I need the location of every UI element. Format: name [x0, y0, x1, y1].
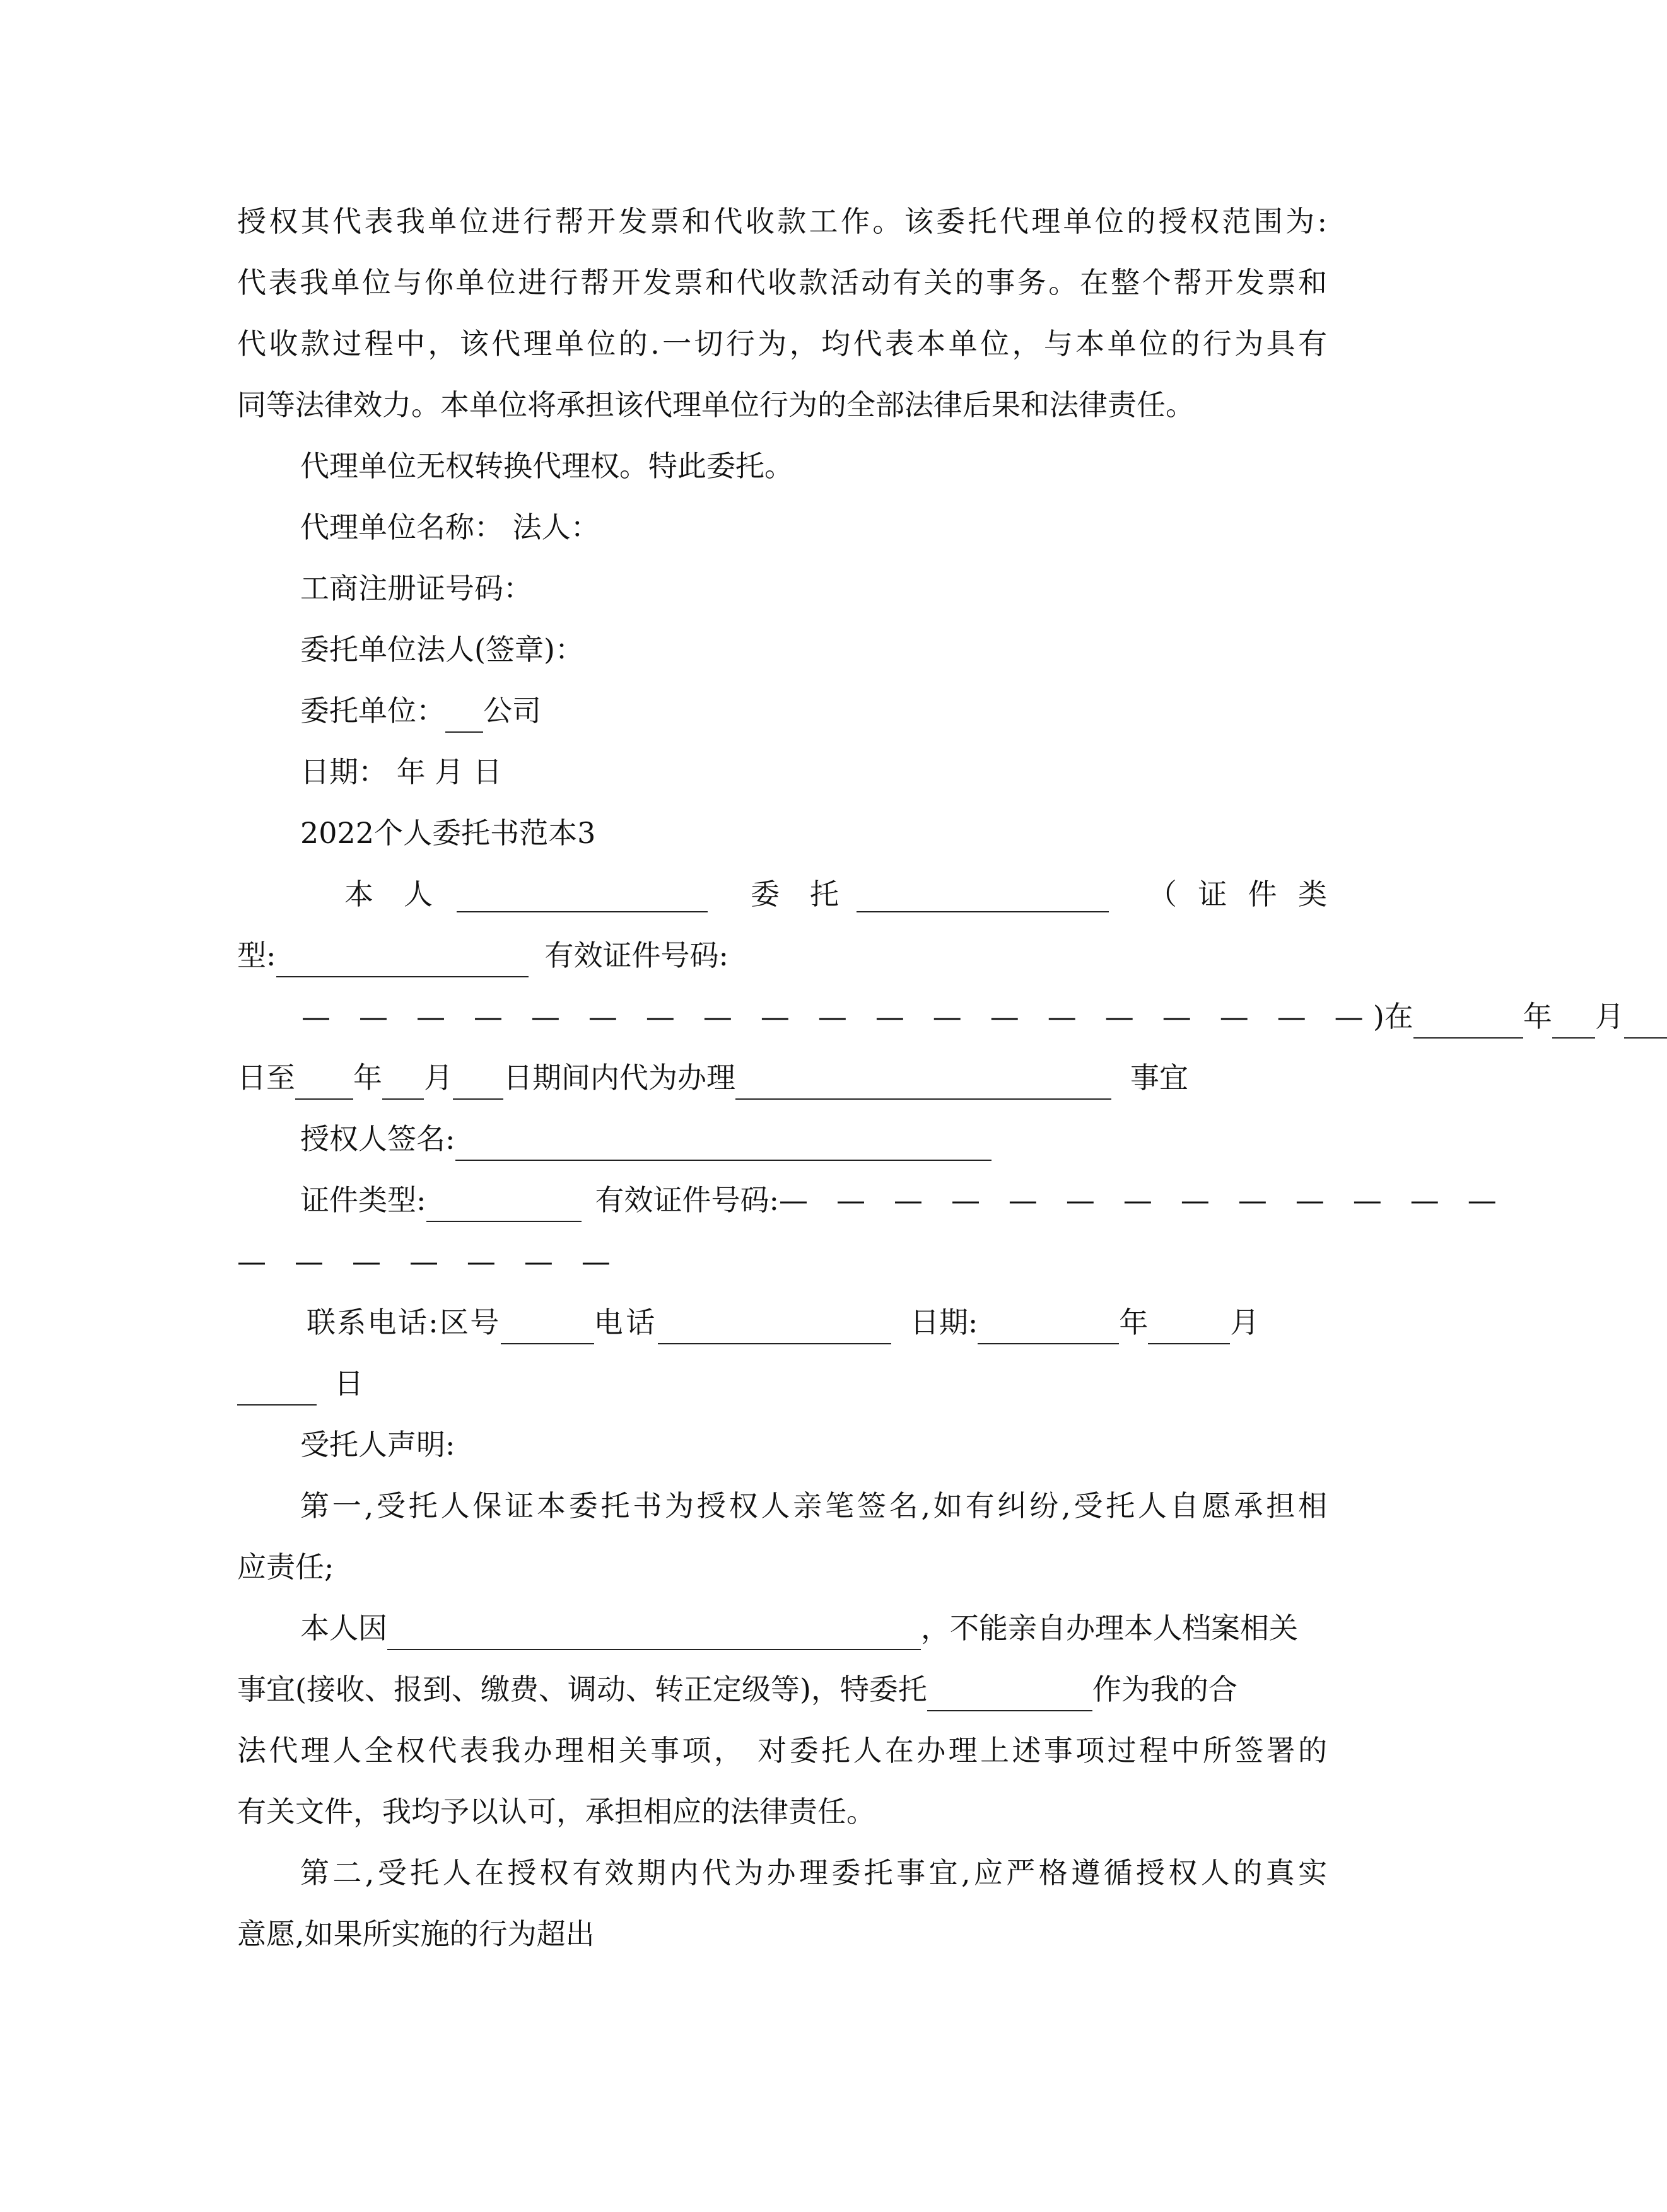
day-to-label: 日至 [237, 1061, 295, 1095]
legal-sign-line: 委托单位法人(签章)： [300, 632, 584, 667]
start-day-blank[interactable] [1624, 1004, 1667, 1039]
id-number-dashes: — — — — — — — — — — — — — — — — — — — [301, 999, 1373, 1033]
form-line-1 [344, 872, 1327, 916]
form-line-2 [237, 933, 1327, 977]
sign-year-blank[interactable] [978, 1310, 1119, 1344]
type-label: 型: [237, 938, 276, 972]
phone-label: 联系电话:区号 [307, 1305, 501, 1339]
form-line-8 [307, 1300, 1327, 1344]
client-unit-line [300, 689, 1327, 733]
form-line-6 [300, 1178, 1506, 1222]
id-type-blank-2[interactable] [426, 1188, 582, 1222]
handle-label: 日期间内代为办理 [503, 1061, 735, 1095]
declaration-line: 第二,受托人在授权有效期内代为办理委托事宜,应严格遵循授权人的真实 [300, 1856, 1327, 1890]
declaration-line: 第一,受托人保证本委托书为授权人亲笔签名,如有纠纷,受托人自愿承担相 [300, 1489, 1327, 1523]
end-month-blank[interactable] [382, 1066, 424, 1100]
id-number-dashes-2: — — — — — — — — — — — — — [779, 1183, 1506, 1217]
form-char: 托 [810, 877, 839, 911]
matters-line [237, 1667, 1327, 1711]
form-char: （ [1148, 877, 1177, 911]
matters-tail: 作为我的合 [1092, 1672, 1237, 1706]
area-code-blank[interactable] [501, 1310, 594, 1344]
declaration-line: 法代理人全权代表我办理相关事项， 对委托人在办理上述事项过程中所签署的 [237, 1733, 1327, 1767]
no-transfer-line: 代理单位无权转换代理权。特此委托。 [300, 449, 793, 483]
month-label: 月 [424, 1061, 453, 1095]
matters-text: 事宜(接收、报到、缴费、调动、转正定级等)，特委托 [237, 1672, 927, 1706]
start-month-blank[interactable] [1552, 1004, 1595, 1039]
form-char: 人 [404, 877, 433, 911]
form-line-7 [237, 1239, 1327, 1283]
declaration-line: 应责任; [237, 1550, 334, 1584]
grantor-sign-label: 授权人签名: [300, 1122, 455, 1156]
year-label: 年 [1523, 999, 1552, 1033]
year-label: 年 [1119, 1305, 1149, 1339]
paragraph-line: 授权其代表我单位进行帮开发票和代收款工作。该委托代理单位的授权范围为: [237, 204, 1327, 238]
valid-id-label: 有效证件号码: [544, 938, 728, 972]
tel-label: 电话 [594, 1305, 658, 1339]
reg-number-line: 工商注册证号码： [300, 571, 532, 605]
client-unit-suffix: 公司 [483, 694, 541, 728]
valid-id-label-2: 有效证件号码: [595, 1183, 779, 1217]
paragraph-line: 同等法律效力。本单位将承担该代理单位行为的全部法律后果和法律责任。 [237, 388, 1195, 422]
section-heading: 2022个人委托书范本3 [300, 816, 596, 850]
form-char: 证 [1198, 877, 1227, 911]
date-line: 日期： 年 月 日 [300, 755, 502, 789]
matter-blank[interactable] [735, 1066, 1111, 1100]
agent-blank[interactable] [927, 1677, 1092, 1711]
form-char: 类 [1297, 877, 1327, 911]
form-char: 委 [751, 877, 780, 911]
month-label: 月 [1594, 999, 1624, 1033]
form-char: 本 [344, 877, 373, 911]
paragraph-line: 代表我单位与你单位进行帮开发票和代收款活动有关的事务。在整个帮开发票和 [237, 265, 1327, 300]
grantor-sign-blank[interactable] [455, 1127, 991, 1161]
day-label: 日 [334, 1366, 363, 1400]
date-label: 日期: [910, 1305, 978, 1339]
form-line-4 [237, 1056, 1327, 1100]
start-year-blank[interactable] [1413, 1004, 1523, 1039]
agent-name-blank[interactable] [857, 878, 1109, 912]
declaration-line: 意愿,如果所实施的行为超出 [237, 1917, 595, 1951]
form-line-9 [237, 1361, 1327, 1406]
id-type-blank[interactable] [276, 943, 529, 977]
declaration-title: 受托人声明: [300, 1428, 455, 1462]
end-day-blank[interactable] [453, 1066, 503, 1100]
year-label: 年 [353, 1061, 382, 1095]
reason-line [300, 1606, 1327, 1650]
paren-close: )在 [1372, 999, 1413, 1033]
sign-day-blank[interactable] [237, 1371, 317, 1406]
principal-name-blank[interactable] [457, 878, 708, 912]
id-number-dashes-3: — — — — — — — [237, 1244, 621, 1278]
end-year-blank[interactable] [295, 1066, 353, 1100]
sign-month-blank[interactable] [1148, 1310, 1230, 1344]
because-tail: ，不能亲自办理本人档案相关 [921, 1611, 1298, 1645]
id-type-label: 证件类型: [300, 1183, 426, 1217]
month-label: 月 [1230, 1305, 1260, 1339]
client-unit-label: 委托单位： [300, 694, 445, 728]
reason-blank[interactable] [387, 1616, 921, 1650]
agent-name-line: 代理单位名称： 法人： [300, 510, 600, 544]
phone-blank[interactable] [658, 1310, 891, 1344]
company-blank[interactable] [445, 699, 483, 733]
form-line-5 [300, 1117, 1327, 1161]
paragraph-line: 代收款过程中，该代理单位的.一切行为，均代表本单位，与本单位的行为具有 [237, 327, 1327, 361]
form-char: 件 [1248, 877, 1277, 911]
matter-label: 事宜 [1130, 1061, 1188, 1095]
form-line-3 [301, 994, 1624, 1039]
declaration-line: 有关文件，我均予以认可，承担相应的法律责任。 [237, 1795, 875, 1829]
because-label: 本人因 [300, 1611, 387, 1645]
